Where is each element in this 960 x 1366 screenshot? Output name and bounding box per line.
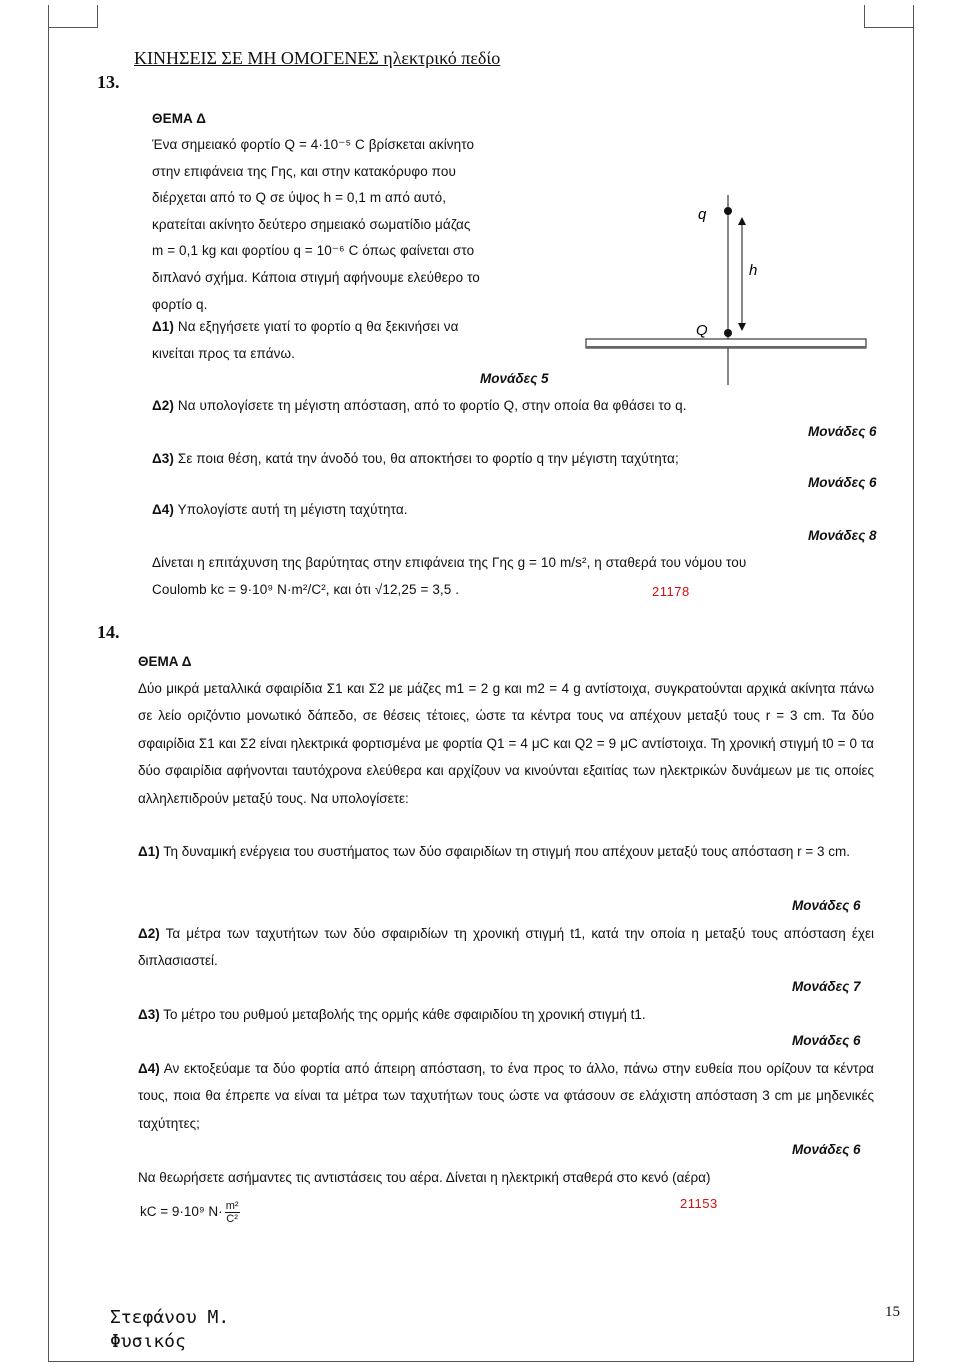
- problem-13-intro: [152, 132, 480, 318]
- intro-line: στην επιφάνεια της Γης, και στην κατακόρυφο που: [152, 163, 456, 179]
- problem-14-intro: Δύο μικρά μεταλλικά σφαιρίδια Σ1 και Σ2 με μάζες m1 = 2 g και m2 = 4 g αντίστοιχα, συγκρατούνται αρχικά ακίνητα πάνω σε λείο οριζόντιο μονωτικό δάπεδο, σε θέσεις τέτοιες, ώστε τα κέντρα τους να απέχουν μεταξύ τους r = 3 cm. Τα δύο σφαιρίδια Σ1 και Σ2 είναι ηλεκτρικά φορτισμένα με φορτία Q1 = 4 μC και Q2 = 9 μC αντίστοιχα. Τη χρονική στιγμή t0 = 0 τα δύο σφαιρίδια αφήνονται ταυτόχρονα ελεύθερα και αρχίζουν να κινούνται εξαιτίας των ηλεκτρικών δυνάμεων με τις οποίες αλληλεπιδρούν μεταξύ τους. Να υπολογίσετε:: [138, 681, 874, 806]
- label-Q: Q: [696, 322, 708, 339]
- label-h: h: [749, 262, 758, 279]
- marks: Μονάδες 6: [792, 1033, 861, 1048]
- question-text: Το μέτρο του ρυθμού μεταβολής της ορμής κάθε σφαιριδίου τη χρονική στιγμή t1.: [163, 1007, 646, 1022]
- problem-14-given: Να θεωρήσετε ασήμαντες τις αντιστάσεις του αέρα. Δίνεται η ηλεκτρική σταθερά στο κενό (αέρα): [138, 1170, 711, 1185]
- formula-kc: [140, 1200, 240, 1225]
- question-label: Δ2): [138, 926, 160, 941]
- problem-code: 21178: [652, 584, 690, 599]
- formula-fraction: [225, 1200, 240, 1225]
- marks: Μονάδες 5: [480, 371, 549, 386]
- question-text: Αν εκτοξεύαμε τα δύο φορτία από άπειρη απόσταση, το ένα προς το άλλο, πάνω στην ευθεία που ορίζουν τα κέντρα τους, ποια θα έπρεπε να είναι τα μέτρα των ταχυτήτων τους ώστε να φτάσουν σε ελάχιστη απόσταση 3 cm με μηδενικές ταχύτητες;: [138, 1061, 874, 1131]
- problem-14-d3: [138, 1001, 874, 1028]
- formula-denominator: C²: [226, 1213, 238, 1225]
- charge-Q-dot: [724, 329, 732, 337]
- question-text: Σε ποια θέση, κατά την άνοδό του, θα αποκτήσει το φορτίο q την μέγιστη ταχύτητα;: [177, 451, 679, 466]
- question-label: Δ3): [152, 451, 175, 466]
- marks: Μονάδες 6: [792, 898, 861, 913]
- intro-line: m = 0,1 kg και φορτίου q = 10⁻⁶ C όπως φαίνεται στο: [152, 243, 475, 259]
- label-q: q: [698, 206, 707, 223]
- marks: Μονάδες 6: [808, 424, 877, 439]
- problem-14-theme: ΘΕΜΑ Δ: [138, 654, 192, 669]
- height-arrow-top: [738, 217, 746, 225]
- problem-14-d2: [138, 920, 874, 975]
- intro-line: φορτίο q.: [152, 296, 208, 312]
- frame-corner-right: [864, 5, 913, 28]
- marks: Μονάδες 6: [808, 475, 877, 490]
- question-text: Να υπολογίσετε τη μέγιστη απόσταση, από το φορτίο Q, στην οποία θα φθάσει το q.: [177, 398, 687, 413]
- problem-13-d2: [152, 393, 687, 420]
- height-arrow-bottom: [738, 323, 746, 331]
- charge-diagram: [584, 195, 874, 390]
- question-label: Δ4): [138, 1061, 160, 1076]
- page-number: 15: [885, 1304, 900, 1320]
- problem-14-number: 14.: [97, 622, 120, 642]
- question-text: Τη δυναμική ενέργεια του συστήματος των δύο σφαιριδίων τη στιγμή που απέχουν μεταξύ τους απόσταση r = 3 cm.: [163, 844, 851, 859]
- intro-line: διέρχεται από το Q σε ύψος h = 0,1 m από αυτό,: [152, 190, 447, 206]
- author-title: Φυσικός: [110, 1331, 186, 1352]
- problem-13-d4: [152, 497, 408, 524]
- intro-line: κρατείται ακίνητο δεύτερο σημειακό σωματίδιο μάζας: [152, 216, 471, 232]
- problem-13-theme: ΘΕΜΑ Δ: [152, 111, 207, 126]
- frame-corner-left: [49, 5, 98, 28]
- formula-lhs: kC = 9·10⁹ N·: [140, 1204, 223, 1220]
- question-text: Να εξηγήσετε γιατί το φορτίο q θα ξεκινήσει να: [177, 319, 459, 334]
- problem-14-d4: [138, 1055, 874, 1137]
- given-line: Δίνεται η επιτάχυνση της βαρύτητας στην επιφάνεια της Γης g = 10 m/s², η σταθερά του νόμου του: [152, 555, 747, 570]
- marks: Μονάδες 8: [808, 528, 877, 543]
- author-name: Στεφάνου Μ.: [110, 1307, 230, 1328]
- question-text: Υπολογίστε αυτή τη μέγιστη ταχύτητα.: [177, 502, 408, 517]
- question-text: Τα μέτρα των ταχυτήτων των δύο σφαιριδίων τη χρονική στιγμή t1, κατά την οποία η μεταξύ τους απόσταση έχει διπλασιαστεί.: [138, 926, 874, 969]
- problem-14-d1: [138, 838, 874, 865]
- question-label: Δ2): [152, 398, 175, 413]
- problem-13-d1: [152, 314, 459, 367]
- given-line: Coulomb kc = 9·10⁹ N·m²/C², και ότι √12,25 = 3,5 .: [152, 581, 460, 597]
- intro-line: διπλανό σχήμα. Κάποια στιγμή αφήνουμε ελεύθερο το: [152, 269, 480, 285]
- marks: Μονάδες 6: [792, 1142, 861, 1157]
- intro-line: Ένα σημειακό φορτίο Q = 4·10⁻⁵ C βρίσκεται ακίνητο: [152, 137, 475, 152]
- problem-code: 21153: [680, 1196, 718, 1211]
- problem-13-number: 13.: [97, 72, 120, 92]
- question-text: κινείται προς τα επάνω.: [152, 345, 295, 361]
- section-heading: ΚΙΝΗΣΕΙΣ ΣΕ ΜΗ ΟΜΟΓΕΝΕΣ ηλεκτρικό πεδίο: [134, 48, 501, 68]
- marks: Μονάδες 7: [792, 979, 861, 994]
- footer-author: [110, 1306, 229, 1354]
- question-label: Δ3): [138, 1007, 160, 1022]
- charge-q-dot: [724, 207, 732, 215]
- question-label: Δ1): [152, 319, 175, 334]
- formula-numerator: m²: [225, 1200, 239, 1212]
- problem-13-d3: [152, 446, 679, 473]
- question-label: Δ1): [138, 844, 160, 859]
- question-label: Δ4): [152, 502, 175, 517]
